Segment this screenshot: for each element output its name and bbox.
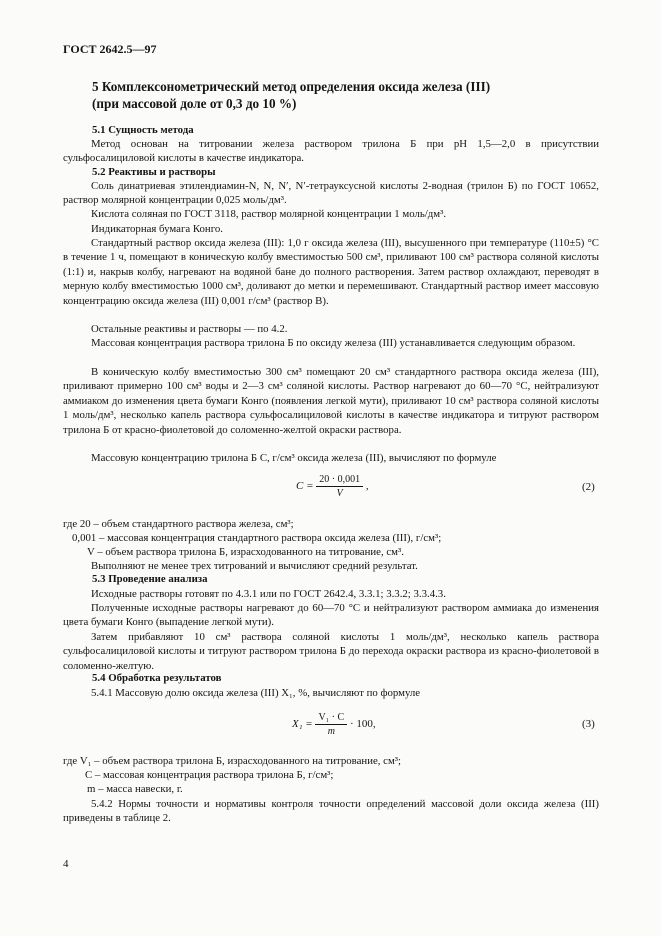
section-title-line2: (при массовой доле от 0,3 до 10 %) <box>92 96 297 111</box>
formula-2-tail: , <box>365 480 369 493</box>
legend-3-line2: C – массовая концентрация раствора трилона Б, г/см³; <box>85 769 334 781</box>
subsection-5-2-title: 5.2 Реактивы и растворы <box>92 166 216 178</box>
trilon-concentration-intro: Массовая концентрация раствора трилона Б по оксиду железа (III) устанавливается следующим образом. <box>91 337 576 349</box>
reagent-congo: Индикаторная бумага Конго. <box>91 223 223 235</box>
reagent-hcl: Кислота соляная по ГОСТ 3118, раствор молярной концентрации 1 моль/дм³. <box>91 208 447 220</box>
section-title <box>92 78 490 112</box>
titration-procedure: В коническую колбу вместимостью 300 см³ помещают 20 см³ стандартного раствора оксида железа (III), приливают примерно 100 см³ воды и 2—3 см³ соляной кислоты. Раствор нагревают до 60—70 °С, нейтрализуют аммиаком до изменения цвета бумаги Конго (появления легкой мути), приливают 10 см³ раствора соляной кислоты 1 моль/дм³, несколько капель раствора сульфосалициловой кислоты в качестве индикатора и титруют раствором трилона Б от красно-фиолетовой до соломенно-желтой окраски раствора. <box>63 366 599 436</box>
formula-3-tail: · 100, <box>349 718 376 731</box>
formula-3-fraction <box>315 712 347 737</box>
formula-3-numerator: V₁ · C <box>315 712 347 725</box>
analysis-step-1: Исходные растворы готовят по 4.3.1 или по ГОСТ 2642.4, 3.3.1; 3.3.2; 3.3.4.3. <box>91 588 446 600</box>
formula-2-numerator: 20 · 0,001 <box>316 474 363 487</box>
results-5-4-1: 5.4.1 Массовую долю оксида железа (III) X₁, %, вычисляют по формуле <box>91 687 421 699</box>
formula-2-denominator: V <box>336 488 343 499</box>
legend-3-line3: m – масса навески, г. <box>87 783 183 795</box>
formula-2-intro: Массовую концентрацию трилона Б С, г/см³ оксида железа (III), вычисляют по формуле <box>91 452 497 464</box>
formula-2-number: (2) <box>582 481 595 493</box>
results-5-4-2: 5.4.2 Нормы точности и нормативы контроля точности определений массовой доли оксида железа (III) приведены в таблице 2. <box>63 798 599 825</box>
formula-3-denominator: m <box>327 726 335 737</box>
analysis-step-2: Полученные исходные растворы нагревают до 60—70 °С и нейтрализуют раствором аммиака до изменения цвета бумаги Конго (выпадение легкой мути). <box>63 602 599 629</box>
formula-3 <box>292 712 376 737</box>
document-header: ГОСТ 2642.5—97 <box>63 42 157 56</box>
titration-repeat: Выполняют не менее трех титрований и вычисляют средний результат. <box>91 560 418 572</box>
formula-2 <box>296 474 369 499</box>
legend-2-line1: где 20 – объем стандартного раствора железа, см³; <box>63 518 294 530</box>
paragraph-5-1: Метод основан на титровании железа раствором трилона Б при pH 1,5—2,0 в присутствии сульфосалициловой кислоты в качестве индикатора. <box>63 138 599 165</box>
subsection-5-4-title: 5.4 Обработка результатов <box>92 672 222 684</box>
legend-2-line2: 0,001 – массовая концентрация стандартного раствора оксида железа (III), г/см³; <box>72 532 442 544</box>
reagent-standard-solution: Стандартный раствор оксида железа (III): 1,0 г оксида железа (III), высушенного при температуре (110±5) °С в течение 1 ч, помещают в коническую колбу вместимостью 500 см³, приливают 100 см³ раствора соляной кислоты (1:1) и, накрыв колбу, нагревают на водяной бане до полного растворения. Затем раствор охлаждают, переводят в мерную колбу вместимостью 1000 см³, доливают до метки и перемешивают. Стандартный раствор имеет массовую концентрацию оксида железа (III) 0,001 г/см³ (раствор В). <box>63 237 599 307</box>
formula-2-lhs: C = <box>296 480 314 493</box>
legend-3-line1: где V₁ – объем раствора трилона Б, израсходованного на титрование, см³; <box>63 755 402 767</box>
legend-2-line3: V – объем раствора трилона Б, израсходованного на титрование, см³. <box>87 546 404 558</box>
page-number: 4 <box>63 858 69 870</box>
formula-3-lhs: X₁ = <box>292 718 313 731</box>
analysis-step-3: Затем прибавляют 10 см³ раствора соляной кислоты 1 моль/дм³, несколько капель раствора сульфосалициловой кислоты и титруют раствором трилона Б до перехода окраски раствора из красно-фиолетовой в соломенно-желтую. <box>63 631 599 672</box>
reagent-trilon: Соль динатриевая этилендиамин-N, N, N′, N′-тетрауксусной кислоты 2-водная (трилон Б) по ГОСТ 10652, раствор молярной концентрации 0,025 моль/дм³. <box>63 180 599 207</box>
subsection-5-3-title: 5.3 Проведение анализа <box>92 573 208 585</box>
formula-2-fraction <box>316 474 363 499</box>
reagent-others: Остальные реактивы и растворы — по 4.2. <box>91 323 288 335</box>
section-title-line1: 5 Комплексонометрический метод определения оксида железа (III) <box>92 79 491 94</box>
formula-3-number: (3) <box>582 718 595 730</box>
subsection-5-1-title: 5.1 Сущность метода <box>92 124 194 136</box>
